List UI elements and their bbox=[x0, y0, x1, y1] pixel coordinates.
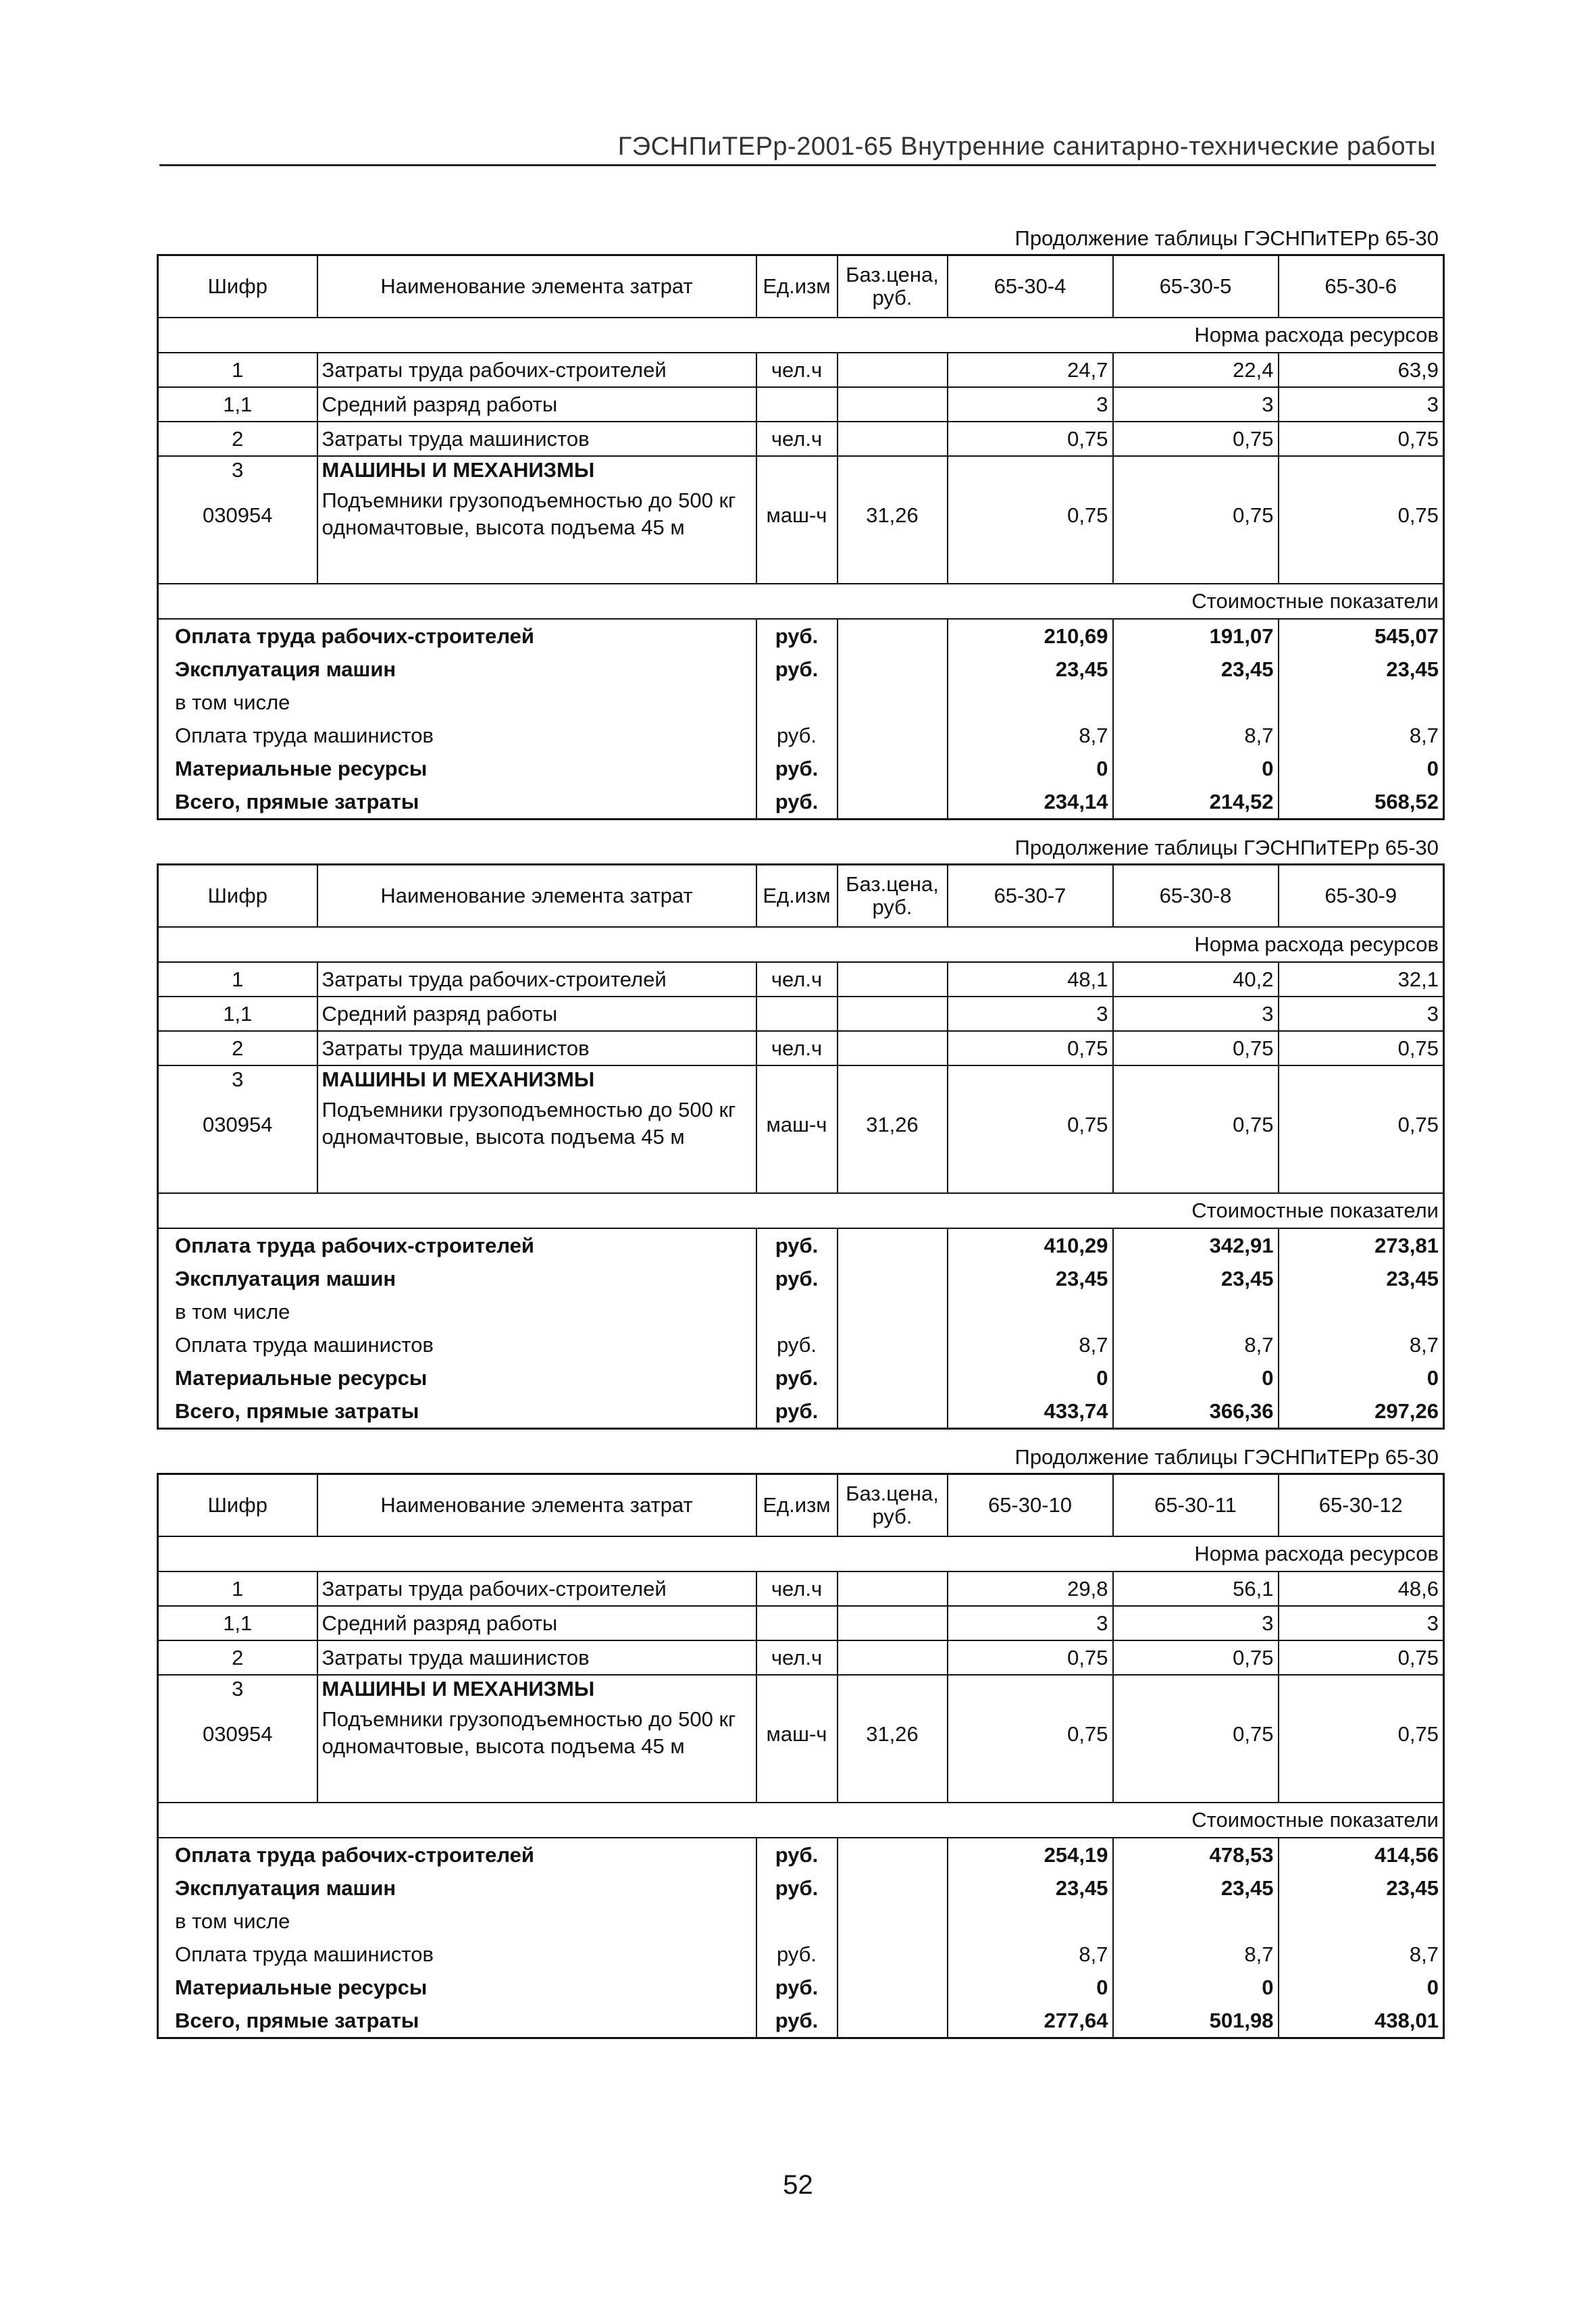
column-header-name: Наименование элемента затрат bbox=[317, 255, 756, 318]
resource-base-price bbox=[838, 1606, 948, 1640]
cost-value: 0 bbox=[1279, 1971, 1444, 2004]
column-header-code: Шифр bbox=[158, 865, 317, 928]
cost-unit: руб. bbox=[756, 1394, 838, 1429]
empty-cell bbox=[948, 1675, 1113, 1702]
cost-row bbox=[158, 785, 1444, 820]
resource-code: 2 bbox=[158, 1031, 317, 1065]
resource-row bbox=[158, 1065, 1444, 1092]
resource-value: 0,75 bbox=[1113, 422, 1279, 456]
cost-indicators-label: Стоимостные показатели bbox=[158, 1803, 1444, 1838]
cost-row bbox=[158, 1905, 1444, 1938]
resource-value: 63,9 bbox=[1279, 353, 1444, 387]
resource-value: 3 bbox=[948, 1606, 1113, 1640]
resource-name: Затраты труда машинистов bbox=[317, 422, 756, 456]
cost-base-price bbox=[838, 1295, 948, 1328]
resource-unit: чел.ч bbox=[756, 962, 838, 997]
cost-name: в том числе bbox=[158, 1905, 756, 1938]
resource-value: 0,75 bbox=[948, 422, 1113, 456]
resource-code: 3 bbox=[158, 456, 317, 483]
cost-value: 23,45 bbox=[1279, 653, 1444, 686]
cost-base-price bbox=[838, 1262, 948, 1295]
cost-name: в том числе bbox=[158, 686, 756, 719]
cost-value: 8,7 bbox=[1113, 1938, 1279, 1971]
cost-value: 210,69 bbox=[948, 619, 1113, 653]
resource-base-price: 31,26 bbox=[838, 483, 948, 584]
resource-base-price bbox=[838, 1571, 948, 1606]
cost-value bbox=[1113, 1295, 1279, 1328]
cost-base-price bbox=[838, 1905, 948, 1938]
cost-base-price bbox=[838, 2004, 948, 2038]
resource-code: 2 bbox=[158, 1640, 317, 1675]
resource-value: 0,75 bbox=[948, 1031, 1113, 1065]
cost-unit: руб. bbox=[756, 1361, 838, 1394]
cost-indicators-label: Стоимостные показатели bbox=[158, 1193, 1444, 1228]
cost-name: Всего, прямые затраты bbox=[158, 1394, 756, 1429]
resource-value: 3 bbox=[1113, 387, 1279, 422]
cost-value: 8,7 bbox=[948, 719, 1113, 752]
cost-value: 8,7 bbox=[1279, 719, 1444, 752]
cost-base-price bbox=[838, 1871, 948, 1905]
cost-value bbox=[1279, 1905, 1444, 1938]
cost-value bbox=[948, 1295, 1113, 1328]
column-header-norm-code: 65-30-5 bbox=[1113, 255, 1279, 318]
resource-base-price bbox=[838, 962, 948, 997]
cost-name: Оплата труда машинистов bbox=[158, 719, 756, 752]
resource-value: 0,75 bbox=[1279, 1702, 1444, 1803]
resource-value: 56,1 bbox=[1113, 1571, 1279, 1606]
cost-base-price bbox=[838, 1228, 948, 1262]
cost-unit bbox=[756, 1295, 838, 1328]
cost-value: 0 bbox=[1113, 1971, 1279, 2004]
cost-value bbox=[948, 1905, 1113, 1938]
column-header-base-price: Баз.цена, руб. bbox=[838, 255, 948, 318]
cost-value: 191,07 bbox=[1113, 619, 1279, 653]
cost-row bbox=[158, 2004, 1444, 2038]
cost-value: 414,56 bbox=[1279, 1838, 1444, 1871]
resource-unit: чел.ч bbox=[756, 422, 838, 456]
resource-base-price bbox=[838, 422, 948, 456]
resource-name: Средний разряд работы bbox=[317, 997, 756, 1031]
resource-code: 1,1 bbox=[158, 387, 317, 422]
cost-base-price bbox=[838, 785, 948, 820]
cost-name: Материальные ресурсы bbox=[158, 1971, 756, 2004]
empty-cell bbox=[1279, 456, 1444, 483]
table-continuation-caption: Продолжение таблицы ГЭСНПиТЕРр 65-30 bbox=[1014, 836, 1439, 859]
resource-name: Затраты труда рабочих-строителей bbox=[317, 353, 756, 387]
resource-value: 3 bbox=[1279, 997, 1444, 1031]
resource-name: Затраты труда рабочих-строителей bbox=[317, 962, 756, 997]
empty-cell bbox=[1113, 1065, 1279, 1092]
cost-unit: руб. bbox=[756, 2004, 838, 2038]
resource-value: 3 bbox=[1113, 997, 1279, 1031]
cost-value: 568,52 bbox=[1279, 785, 1444, 820]
cost-value: 0 bbox=[948, 1361, 1113, 1394]
resource-base-price: 31,26 bbox=[838, 1092, 948, 1193]
resource-unit: чел.ч bbox=[756, 1640, 838, 1675]
resource-table bbox=[157, 863, 1445, 1430]
cost-value: 366,36 bbox=[1113, 1394, 1279, 1429]
cost-value bbox=[1113, 686, 1279, 719]
cost-base-price bbox=[838, 1394, 948, 1429]
column-header-norm-code: 65-30-12 bbox=[1279, 1474, 1444, 1537]
resource-row bbox=[158, 456, 1444, 483]
empty-cell bbox=[756, 1675, 838, 1702]
column-header-unit: Ед.изм bbox=[756, 865, 838, 928]
cost-value: 0 bbox=[1279, 1361, 1444, 1394]
cost-unit: руб. bbox=[756, 619, 838, 653]
resource-code: 030954 bbox=[158, 1702, 317, 1803]
cost-row bbox=[158, 1871, 1444, 1905]
resource-norm-label: Норма расхода ресурсов bbox=[158, 1536, 1444, 1571]
resource-row bbox=[158, 483, 1444, 584]
column-header-unit: Ед.изм bbox=[756, 1474, 838, 1537]
cost-value: 8,7 bbox=[1279, 1938, 1444, 1971]
resource-row bbox=[158, 997, 1444, 1031]
empty-cell bbox=[1113, 1675, 1279, 1702]
cost-name: в том числе bbox=[158, 1295, 756, 1328]
cost-row bbox=[158, 686, 1444, 719]
resource-value: 3 bbox=[948, 387, 1113, 422]
cost-name: Материальные ресурсы bbox=[158, 1361, 756, 1394]
resource-value: 0,75 bbox=[1113, 1702, 1279, 1803]
resource-name: Подъемники грузоподъемностью до 500 кг одномачтовые, высота подъема 45 м bbox=[317, 1702, 756, 1803]
column-header-code: Шифр bbox=[158, 1474, 317, 1537]
cost-row bbox=[158, 1228, 1444, 1262]
resource-name: МАШИНЫ И МЕХАНИЗМЫ bbox=[317, 456, 756, 483]
cost-row bbox=[158, 1361, 1444, 1394]
cost-value: 23,45 bbox=[948, 1871, 1113, 1905]
cost-row bbox=[158, 752, 1444, 785]
column-header-norm-code: 65-30-11 bbox=[1113, 1474, 1279, 1537]
cost-value: 8,7 bbox=[1113, 719, 1279, 752]
resource-table bbox=[157, 254, 1445, 820]
cost-value bbox=[948, 686, 1113, 719]
cost-value: 23,45 bbox=[1279, 1262, 1444, 1295]
resource-base-price bbox=[838, 997, 948, 1031]
column-header-norm-code: 65-30-6 bbox=[1279, 255, 1444, 318]
resource-value: 0,75 bbox=[948, 483, 1113, 584]
resource-value: 0,75 bbox=[1279, 1092, 1444, 1193]
cost-value: 0 bbox=[948, 752, 1113, 785]
cost-value: 410,29 bbox=[948, 1228, 1113, 1262]
cost-base-price bbox=[838, 1938, 948, 1971]
resource-name: Затраты труда машинистов bbox=[317, 1031, 756, 1065]
column-header-norm-code: 65-30-9 bbox=[1279, 865, 1444, 928]
cost-value: 8,7 bbox=[1279, 1328, 1444, 1361]
resource-value: 22,4 bbox=[1113, 353, 1279, 387]
resource-row bbox=[158, 1675, 1444, 1702]
resource-unit: чел.ч bbox=[756, 1031, 838, 1065]
resource-code: 030954 bbox=[158, 483, 317, 584]
resource-base-price bbox=[838, 1640, 948, 1675]
cost-unit: руб. bbox=[756, 785, 838, 820]
resource-value: 0,75 bbox=[1279, 1031, 1444, 1065]
cost-unit: руб. bbox=[756, 1938, 838, 1971]
cost-base-price bbox=[838, 653, 948, 686]
column-header-base-price: Баз.цена, руб. bbox=[838, 865, 948, 928]
resource-value: 24,7 bbox=[948, 353, 1113, 387]
resource-value: 3 bbox=[1279, 387, 1444, 422]
resource-code: 1 bbox=[158, 1571, 317, 1606]
cost-value: 23,45 bbox=[1113, 653, 1279, 686]
cost-base-price bbox=[838, 619, 948, 653]
resource-name: Подъемники грузоподъемностью до 500 кг одномачтовые, высота подъема 45 м bbox=[317, 483, 756, 584]
column-header-base-price: Баз.цена, руб. bbox=[838, 1474, 948, 1537]
resource-code: 3 bbox=[158, 1065, 317, 1092]
resource-value: 0,75 bbox=[948, 1640, 1113, 1675]
column-header-norm-code: 65-30-8 bbox=[1113, 865, 1279, 928]
cost-unit: руб. bbox=[756, 1328, 838, 1361]
resource-row bbox=[158, 1606, 1444, 1640]
column-header-code: Шифр bbox=[158, 255, 317, 318]
cost-indicators-label: Стоимостные показатели bbox=[158, 584, 1444, 619]
empty-cell bbox=[1113, 456, 1279, 483]
resource-table-block bbox=[157, 832, 1443, 1430]
cost-unit: руб. bbox=[756, 752, 838, 785]
resource-table bbox=[157, 1473, 1445, 2039]
cost-row bbox=[158, 1328, 1444, 1361]
resource-row bbox=[158, 387, 1444, 422]
cost-unit: руб. bbox=[756, 1262, 838, 1295]
cost-unit: руб. bbox=[756, 1971, 838, 2004]
cost-value: 23,45 bbox=[948, 653, 1113, 686]
resource-code: 1 bbox=[158, 353, 317, 387]
column-header-norm-code: 65-30-4 bbox=[948, 255, 1113, 318]
cost-value: 8,7 bbox=[1113, 1328, 1279, 1361]
resource-row bbox=[158, 353, 1444, 387]
cost-name: Эксплуатация машин bbox=[158, 653, 756, 686]
cost-value: 433,74 bbox=[948, 1394, 1113, 1429]
cost-value: 214,52 bbox=[1113, 785, 1279, 820]
empty-cell bbox=[948, 456, 1113, 483]
cost-value: 23,45 bbox=[948, 1262, 1113, 1295]
cost-unit bbox=[756, 686, 838, 719]
resource-value: 48,1 bbox=[948, 962, 1113, 997]
resource-code: 1,1 bbox=[158, 1606, 317, 1640]
resource-code: 1,1 bbox=[158, 997, 317, 1031]
cost-value: 545,07 bbox=[1279, 619, 1444, 653]
cost-unit: руб. bbox=[756, 719, 838, 752]
cost-value bbox=[1113, 1905, 1279, 1938]
resource-row bbox=[158, 1092, 1444, 1193]
cost-value: 297,26 bbox=[1279, 1394, 1444, 1429]
cost-name: Эксплуатация машин bbox=[158, 1871, 756, 1905]
resource-unit: маш-ч bbox=[756, 483, 838, 584]
cost-value: 0 bbox=[948, 1971, 1113, 2004]
empty-cell bbox=[838, 456, 948, 483]
cost-name: Оплата труда рабочих-строителей bbox=[158, 1228, 756, 1262]
resource-table-block bbox=[157, 1442, 1443, 2039]
cost-unit: руб. bbox=[756, 1871, 838, 1905]
resource-name: Затраты труда машинистов bbox=[317, 1640, 756, 1675]
resource-base-price: 31,26 bbox=[838, 1702, 948, 1803]
resource-unit: маш-ч bbox=[756, 1702, 838, 1803]
resource-name: МАШИНЫ И МЕХАНИЗМЫ bbox=[317, 1675, 756, 1702]
cost-name: Оплата труда машинистов bbox=[158, 1938, 756, 1971]
resource-unit: маш-ч bbox=[756, 1092, 838, 1193]
resource-row bbox=[158, 422, 1444, 456]
cost-value: 23,45 bbox=[1113, 1262, 1279, 1295]
resource-row bbox=[158, 1702, 1444, 1803]
resource-value: 0,75 bbox=[1279, 1640, 1444, 1675]
resource-unit: чел.ч bbox=[756, 1571, 838, 1606]
cost-row bbox=[158, 1971, 1444, 2004]
cost-base-price bbox=[838, 1838, 948, 1871]
resource-row bbox=[158, 1571, 1444, 1606]
resource-value: 0,75 bbox=[948, 1702, 1113, 1803]
resource-name: Затраты труда рабочих-строителей bbox=[317, 1571, 756, 1606]
cost-value: 273,81 bbox=[1279, 1228, 1444, 1262]
resource-value: 0,75 bbox=[1113, 1031, 1279, 1065]
cost-row bbox=[158, 1394, 1444, 1429]
cost-value: 254,19 bbox=[948, 1838, 1113, 1871]
cost-base-price bbox=[838, 1328, 948, 1361]
resource-row bbox=[158, 962, 1444, 997]
cost-value: 277,64 bbox=[948, 2004, 1113, 2038]
cost-base-price bbox=[838, 752, 948, 785]
resource-row bbox=[158, 1640, 1444, 1675]
cost-row bbox=[158, 1262, 1444, 1295]
resource-base-price bbox=[838, 387, 948, 422]
running-header: ГЭСНПиТЕРр-2001-65 Внутренние санитарно-технические работы bbox=[159, 132, 1436, 166]
resource-name: Средний разряд работы bbox=[317, 1606, 756, 1640]
empty-cell bbox=[838, 1065, 948, 1092]
cost-base-price bbox=[838, 686, 948, 719]
resource-name: МАШИНЫ И МЕХАНИЗМЫ bbox=[317, 1065, 756, 1092]
resource-base-price bbox=[838, 353, 948, 387]
resource-unit bbox=[756, 387, 838, 422]
cost-value: 0 bbox=[1113, 1361, 1279, 1394]
cost-base-price bbox=[838, 1361, 948, 1394]
cost-row bbox=[158, 1838, 1444, 1871]
resource-value: 29,8 bbox=[948, 1571, 1113, 1606]
cost-row bbox=[158, 619, 1444, 653]
cost-row bbox=[158, 653, 1444, 686]
column-header-norm-code: 65-30-10 bbox=[948, 1474, 1113, 1537]
cost-unit: руб. bbox=[756, 1838, 838, 1871]
resource-unit bbox=[756, 997, 838, 1031]
cost-value: 8,7 bbox=[948, 1938, 1113, 1971]
resource-value: 0,75 bbox=[1279, 422, 1444, 456]
page-number: 52 bbox=[783, 2170, 813, 2200]
cost-base-price bbox=[838, 719, 948, 752]
cost-name: Всего, прямые затраты bbox=[158, 2004, 756, 2038]
resource-value: 0,75 bbox=[1113, 1640, 1279, 1675]
resource-value: 0,75 bbox=[948, 1092, 1113, 1193]
resource-value: 3 bbox=[1279, 1606, 1444, 1640]
column-header-name: Наименование элемента затрат bbox=[317, 1474, 756, 1537]
cost-value bbox=[1279, 1295, 1444, 1328]
resource-value: 0,75 bbox=[1113, 1092, 1279, 1193]
cost-row bbox=[158, 1295, 1444, 1328]
resource-name: Средний разряд работы bbox=[317, 387, 756, 422]
cost-value: 478,53 bbox=[1113, 1838, 1279, 1871]
empty-cell bbox=[1279, 1675, 1444, 1702]
cost-base-price bbox=[838, 1971, 948, 2004]
resource-norm-label: Норма расхода ресурсов bbox=[158, 318, 1444, 353]
resource-value: 3 bbox=[948, 997, 1113, 1031]
cost-name: Всего, прямые затраты bbox=[158, 785, 756, 820]
resource-code: 2 bbox=[158, 422, 317, 456]
resource-value: 40,2 bbox=[1113, 962, 1279, 997]
resource-base-price bbox=[838, 1031, 948, 1065]
resource-row bbox=[158, 1031, 1444, 1065]
cost-value: 501,98 bbox=[1113, 2004, 1279, 2038]
resource-code: 1 bbox=[158, 962, 317, 997]
empty-cell bbox=[838, 1675, 948, 1702]
resource-code: 3 bbox=[158, 1675, 317, 1702]
column-header-name: Наименование элемента затрат bbox=[317, 865, 756, 928]
cost-value: 234,14 bbox=[948, 785, 1113, 820]
resource-value: 3 bbox=[1113, 1606, 1279, 1640]
cost-value: 8,7 bbox=[948, 1328, 1113, 1361]
empty-cell bbox=[948, 1065, 1113, 1092]
cost-value: 0 bbox=[1113, 752, 1279, 785]
cost-name: Оплата труда рабочих-строителей bbox=[158, 619, 756, 653]
resource-unit bbox=[756, 1606, 838, 1640]
cost-value: 438,01 bbox=[1279, 2004, 1444, 2038]
cost-value: 342,91 bbox=[1113, 1228, 1279, 1262]
empty-cell bbox=[1279, 1065, 1444, 1092]
resource-table-block bbox=[157, 223, 1443, 820]
resource-value: 32,1 bbox=[1279, 962, 1444, 997]
cost-name: Материальные ресурсы bbox=[158, 752, 756, 785]
cost-name: Оплата труда машинистов bbox=[158, 1328, 756, 1361]
resource-value: 48,6 bbox=[1279, 1571, 1444, 1606]
table-continuation-caption: Продолжение таблицы ГЭСНПиТЕРр 65-30 bbox=[1014, 1445, 1439, 1469]
cost-name: Оплата труда рабочих-строителей bbox=[158, 1838, 756, 1871]
cost-unit: руб. bbox=[756, 653, 838, 686]
cost-value: 0 bbox=[1279, 752, 1444, 785]
cost-value: 23,45 bbox=[1279, 1871, 1444, 1905]
resource-value: 0,75 bbox=[1279, 483, 1444, 584]
cost-unit: руб. bbox=[756, 1228, 838, 1262]
empty-cell bbox=[756, 1065, 838, 1092]
table-continuation-caption: Продолжение таблицы ГЭСНПиТЕРр 65-30 bbox=[1014, 226, 1439, 250]
cost-name: Эксплуатация машин bbox=[158, 1262, 756, 1295]
cost-value bbox=[1279, 686, 1444, 719]
resource-name: Подъемники грузоподъемностью до 500 кг одномачтовые, высота подъема 45 м bbox=[317, 1092, 756, 1193]
resource-norm-label: Норма расхода ресурсов bbox=[158, 927, 1444, 962]
cost-unit bbox=[756, 1905, 838, 1938]
cost-row bbox=[158, 1938, 1444, 1971]
resource-unit: чел.ч bbox=[756, 353, 838, 387]
empty-cell bbox=[756, 456, 838, 483]
cost-value: 23,45 bbox=[1113, 1871, 1279, 1905]
column-header-unit: Ед.изм bbox=[756, 255, 838, 318]
column-header-norm-code: 65-30-7 bbox=[948, 865, 1113, 928]
resource-code: 030954 bbox=[158, 1092, 317, 1193]
resource-value: 0,75 bbox=[1113, 483, 1279, 584]
cost-row bbox=[158, 719, 1444, 752]
